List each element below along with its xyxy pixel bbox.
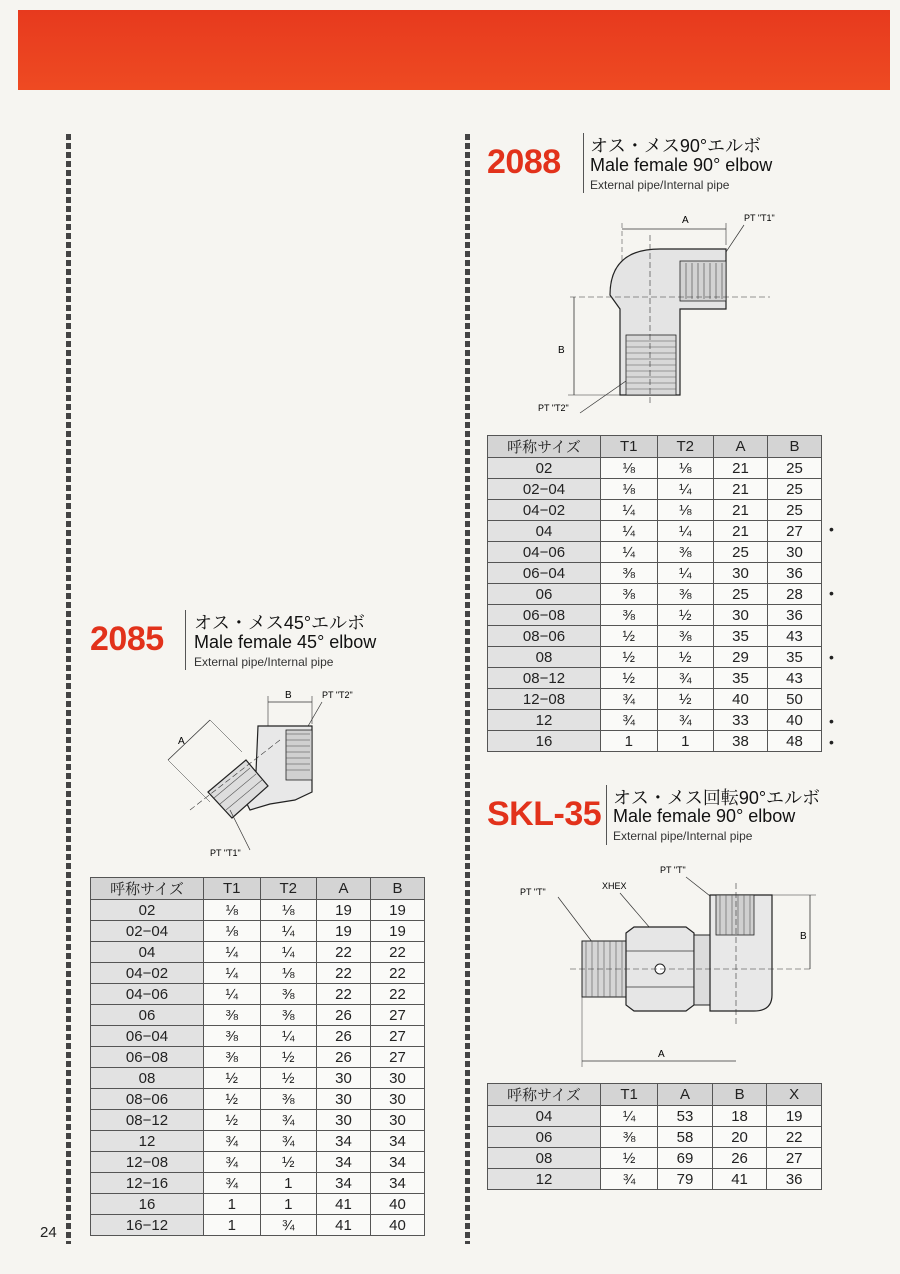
dim-label-b: B xyxy=(285,690,292,701)
t1-cell: ½ xyxy=(204,1110,261,1131)
t1-cell: 1 xyxy=(204,1215,261,1236)
b-cell: 48 xyxy=(767,731,821,752)
t2-cell: ⅜ xyxy=(260,984,317,1005)
col-header: 呼称サイズ xyxy=(91,878,204,900)
b-cell: 34 xyxy=(370,1173,424,1194)
size-cell: 08 xyxy=(91,1068,204,1089)
table-row xyxy=(91,1131,425,1152)
size-cell: 02 xyxy=(91,900,204,921)
b-cell: 50 xyxy=(767,689,821,710)
a-cell: 38 xyxy=(714,731,768,752)
b-cell: 25 xyxy=(767,500,821,521)
table-row xyxy=(488,500,822,521)
b-cell: 19 xyxy=(370,900,424,921)
b-cell: 27 xyxy=(767,521,821,542)
b-cell: 30 xyxy=(370,1089,424,1110)
column-divider-right xyxy=(465,134,470,1244)
size-cell: 08 xyxy=(488,647,601,668)
t1-cell: ⅜ xyxy=(601,584,658,605)
a-cell: 29 xyxy=(714,647,768,668)
b-cell: 35 xyxy=(767,647,821,668)
col-header: 呼称サイズ xyxy=(488,1084,601,1106)
t1-cell: ¾ xyxy=(204,1152,261,1173)
title-divider xyxy=(606,785,607,845)
size-cell: 04 xyxy=(488,521,601,542)
elbow-90-diagram xyxy=(530,205,830,425)
a-cell: 22 xyxy=(317,984,371,1005)
t1-cell: ⅛ xyxy=(204,921,261,942)
b-cell: 22 xyxy=(370,963,424,984)
col-header: T2 xyxy=(657,436,714,458)
column-divider-left xyxy=(66,134,71,1244)
t2-cell: ⅛ xyxy=(657,458,714,479)
row-mark: • xyxy=(829,520,834,537)
table-row xyxy=(488,563,822,584)
dim-label-b: B xyxy=(558,345,565,356)
b-cell: 25 xyxy=(767,458,821,479)
t1-cell: ⅛ xyxy=(601,458,658,479)
table-row xyxy=(488,626,822,647)
col-header: X xyxy=(767,1084,822,1106)
t2-cell: 1 xyxy=(657,731,714,752)
dim-label-a: A xyxy=(682,215,689,226)
b-cell: 40 xyxy=(370,1215,424,1236)
t1-cell: ⅜ xyxy=(204,1005,261,1026)
t2-cell: ½ xyxy=(260,1047,317,1068)
b-cell: 28 xyxy=(767,584,821,605)
t1-cell: ¼ xyxy=(601,521,658,542)
a-cell: 53 xyxy=(658,1106,713,1127)
b-cell: 36 xyxy=(767,563,821,584)
t1-cell: ¼ xyxy=(204,963,261,984)
title-divider xyxy=(583,133,584,193)
size-cell: 04−02 xyxy=(91,963,204,984)
t2-cell: ⅜ xyxy=(657,626,714,647)
size-cell: 16−12 xyxy=(91,1215,204,1236)
col-header: A xyxy=(658,1084,713,1106)
size-cell: 16 xyxy=(91,1194,204,1215)
t1-cell: ¾ xyxy=(601,710,658,731)
title-divider xyxy=(185,610,186,670)
size-cell: 04 xyxy=(91,942,204,963)
table-row xyxy=(488,1127,822,1148)
t2-cell: ¾ xyxy=(260,1215,317,1236)
t2-cell: ½ xyxy=(657,689,714,710)
b-cell: 30 xyxy=(370,1110,424,1131)
col-header: T1 xyxy=(204,878,261,900)
t1-cell: ⅜ xyxy=(601,563,658,584)
t2-cell: ¾ xyxy=(260,1131,317,1152)
row-mark: • xyxy=(829,648,834,665)
t2-cell: ⅜ xyxy=(657,542,714,563)
col-header: T2 xyxy=(260,878,317,900)
x-cell: 19 xyxy=(767,1106,822,1127)
table-row xyxy=(91,1005,425,1026)
a-cell: 30 xyxy=(317,1089,371,1110)
table-row xyxy=(91,1215,425,1236)
x-cell: 36 xyxy=(767,1169,822,1190)
size-cell: 12 xyxy=(488,1169,601,1190)
t2-cell: ¼ xyxy=(260,921,317,942)
size-cell: 02−04 xyxy=(91,921,204,942)
t1-cell: ¼ xyxy=(601,1106,658,1127)
col-header: T1 xyxy=(601,436,658,458)
table-row xyxy=(91,1026,425,1047)
b-cell: 30 xyxy=(767,542,821,563)
x-cell: 22 xyxy=(767,1127,822,1148)
size-cell: 04−06 xyxy=(91,984,204,1005)
t1-cell: ¾ xyxy=(601,689,658,710)
b-cell: 22 xyxy=(370,984,424,1005)
t2-cell: ¾ xyxy=(657,668,714,689)
table-row xyxy=(488,647,822,668)
size-cell: 06−08 xyxy=(488,605,601,626)
col-header: B xyxy=(370,878,424,900)
size-cell: 08−06 xyxy=(488,626,601,647)
a-cell: 30 xyxy=(714,605,768,626)
table-row xyxy=(488,458,822,479)
a-cell: 41 xyxy=(317,1194,371,1215)
b-cell: 19 xyxy=(370,921,424,942)
t2-cell: ¾ xyxy=(260,1110,317,1131)
a-cell: 22 xyxy=(317,963,371,984)
row-mark: • xyxy=(829,733,834,750)
size-cell: 02 xyxy=(488,458,601,479)
b-cell: 20 xyxy=(712,1127,767,1148)
a-cell: 21 xyxy=(714,458,768,479)
a-cell: 58 xyxy=(658,1127,713,1148)
table-row xyxy=(488,605,822,626)
size-cell: 12−08 xyxy=(488,689,601,710)
table-row xyxy=(488,1148,822,1169)
table-row xyxy=(91,900,425,921)
size-cell: 06 xyxy=(488,584,601,605)
col-header: A xyxy=(714,436,768,458)
b-cell: 36 xyxy=(767,605,821,626)
table-row xyxy=(488,479,822,500)
dim-label-b: B xyxy=(800,931,807,942)
a-cell: 25 xyxy=(714,542,768,563)
a-cell: 35 xyxy=(714,668,768,689)
product-subtitle: External pipe/Internal pipe xyxy=(613,829,753,843)
pt-label-top: PT "T1" xyxy=(744,213,775,223)
col-header: A xyxy=(317,878,371,900)
a-cell: 26 xyxy=(317,1026,371,1047)
pt-label-bottom: PT "T1" xyxy=(210,848,241,858)
pt-label-top: PT "T2" xyxy=(322,690,353,700)
table-row xyxy=(91,1173,425,1194)
t1-cell: ¼ xyxy=(204,942,261,963)
t2-cell: ½ xyxy=(260,1068,317,1089)
pt-label-top: PT "T" xyxy=(660,865,686,875)
dim-label-a: A xyxy=(178,736,185,747)
table-row xyxy=(488,542,822,563)
b-cell: 34 xyxy=(370,1152,424,1173)
table-row xyxy=(91,1068,425,1089)
t2-cell: ⅛ xyxy=(260,900,317,921)
product-subtitle: External pipe/Internal pipe xyxy=(590,178,730,192)
b-cell: 27 xyxy=(370,1005,424,1026)
spec-table-skl-35 xyxy=(487,1083,822,1190)
table-row xyxy=(488,521,822,542)
table-row xyxy=(91,1152,425,1173)
b-cell: 30 xyxy=(370,1068,424,1089)
table-row xyxy=(91,1047,425,1068)
b-cell: 43 xyxy=(767,626,821,647)
t2-cell: ¼ xyxy=(657,521,714,542)
size-cell: 02−04 xyxy=(488,479,601,500)
t2-cell: ¼ xyxy=(657,563,714,584)
size-cell: 16 xyxy=(488,731,601,752)
table-row xyxy=(91,942,425,963)
size-cell: 04−06 xyxy=(488,542,601,563)
a-cell: 34 xyxy=(317,1173,371,1194)
t1-cell: ½ xyxy=(204,1068,261,1089)
table-row xyxy=(488,584,822,605)
a-cell: 22 xyxy=(317,942,371,963)
t1-cell: ¾ xyxy=(601,1169,658,1190)
size-cell: 12 xyxy=(91,1131,204,1152)
page-number: 24 xyxy=(40,1224,57,1241)
size-cell: 12 xyxy=(488,710,601,731)
a-cell: 30 xyxy=(317,1110,371,1131)
t1-cell: ½ xyxy=(601,626,658,647)
table-row xyxy=(488,1169,822,1190)
a-cell: 21 xyxy=(714,500,768,521)
t2-cell: ¾ xyxy=(657,710,714,731)
product-code: SKL-35 xyxy=(487,795,602,833)
b-cell: 40 xyxy=(370,1194,424,1215)
product-name-en: Male female 90° elbow xyxy=(590,155,773,175)
product-subtitle: External pipe/Internal pipe xyxy=(194,655,334,669)
b-cell: 22 xyxy=(370,942,424,963)
b-cell: 41 xyxy=(712,1169,767,1190)
t2-cell: ⅜ xyxy=(657,584,714,605)
size-cell: 12−16 xyxy=(91,1173,204,1194)
t1-cell: ¾ xyxy=(204,1173,261,1194)
hex-label: XHEX xyxy=(602,881,627,891)
pt-label-bottom: PT "T2" xyxy=(538,403,569,413)
product-name-jp: オス・メス45°エルボ xyxy=(194,613,366,633)
a-cell: 35 xyxy=(714,626,768,647)
t1-cell: ¼ xyxy=(601,500,658,521)
t1-cell: ⅜ xyxy=(204,1047,261,1068)
size-cell: 04 xyxy=(488,1106,601,1127)
a-cell: 33 xyxy=(714,710,768,731)
t2-cell: ½ xyxy=(657,605,714,626)
table-row xyxy=(91,984,425,1005)
t1-cell: ½ xyxy=(204,1089,261,1110)
size-cell: 08−12 xyxy=(488,668,601,689)
t2-cell: ½ xyxy=(657,647,714,668)
size-cell: 08−12 xyxy=(91,1110,204,1131)
row-mark: • xyxy=(829,712,834,729)
table-row xyxy=(488,1106,822,1127)
t1-cell: ½ xyxy=(601,668,658,689)
size-cell: 06−04 xyxy=(488,563,601,584)
b-cell: 26 xyxy=(712,1148,767,1169)
a-cell: 79 xyxy=(658,1169,713,1190)
b-cell: 27 xyxy=(370,1026,424,1047)
a-cell: 41 xyxy=(317,1215,371,1236)
t1-cell: ⅜ xyxy=(204,1026,261,1047)
pt-label-left: PT "T" xyxy=(520,887,546,897)
t2-cell: ⅜ xyxy=(260,1089,317,1110)
t1-cell: ¾ xyxy=(204,1131,261,1152)
size-cell: 12−08 xyxy=(91,1152,204,1173)
t1-cell: ½ xyxy=(601,647,658,668)
t1-cell: 1 xyxy=(601,731,658,752)
t1-cell: ¼ xyxy=(204,984,261,1005)
table-row xyxy=(488,689,822,710)
size-cell: 06 xyxy=(488,1127,601,1148)
b-cell: 34 xyxy=(370,1131,424,1152)
a-cell: 40 xyxy=(714,689,768,710)
size-cell: 06 xyxy=(91,1005,204,1026)
table-row xyxy=(488,668,822,689)
t2-cell: ½ xyxy=(260,1152,317,1173)
t2-cell: ¼ xyxy=(260,942,317,963)
product-name-jp: オス・メス90°エルボ xyxy=(590,136,762,156)
size-cell: 08−06 xyxy=(91,1089,204,1110)
swivel-elbow-diagram xyxy=(510,855,830,1070)
spec-table-2085 xyxy=(90,877,425,1236)
b-cell: 18 xyxy=(712,1106,767,1127)
size-cell: 06−08 xyxy=(91,1047,204,1068)
t1-cell: 1 xyxy=(204,1194,261,1215)
size-cell: 08 xyxy=(488,1148,601,1169)
product-name-jp: オス・メス回転90°エルボ xyxy=(613,788,821,808)
table-row xyxy=(91,1089,425,1110)
t2-cell: ⅛ xyxy=(657,500,714,521)
a-cell: 19 xyxy=(317,900,371,921)
table-row xyxy=(91,963,425,984)
t1-cell: ⅜ xyxy=(601,1127,658,1148)
col-header: B xyxy=(767,436,821,458)
t2-cell: ⅜ xyxy=(260,1005,317,1026)
t1-cell: ¼ xyxy=(601,542,658,563)
a-cell: 26 xyxy=(317,1005,371,1026)
b-cell: 43 xyxy=(767,668,821,689)
a-cell: 26 xyxy=(317,1047,371,1068)
col-header: B xyxy=(712,1084,767,1106)
header-band xyxy=(18,10,890,90)
table-row xyxy=(91,1194,425,1215)
elbow-45-diagram xyxy=(150,680,390,870)
dim-label-a: A xyxy=(658,1049,665,1060)
b-cell: 27 xyxy=(370,1047,424,1068)
a-cell: 19 xyxy=(317,921,371,942)
t1-cell: ⅛ xyxy=(204,900,261,921)
t2-cell: 1 xyxy=(260,1194,317,1215)
col-header: T1 xyxy=(601,1084,658,1106)
size-cell: 04−02 xyxy=(488,500,601,521)
table-row xyxy=(91,921,425,942)
size-cell: 06−04 xyxy=(91,1026,204,1047)
t2-cell: ⅛ xyxy=(260,963,317,984)
t2-cell: 1 xyxy=(260,1173,317,1194)
row-mark: • xyxy=(829,584,834,601)
t1-cell: ½ xyxy=(601,1148,658,1169)
x-cell: 27 xyxy=(767,1148,822,1169)
t1-cell: ⅛ xyxy=(601,479,658,500)
a-cell: 69 xyxy=(658,1148,713,1169)
col-header: 呼称サイズ xyxy=(488,436,601,458)
spec-table-2088 xyxy=(487,435,822,752)
a-cell: 25 xyxy=(714,584,768,605)
table-row xyxy=(91,1110,425,1131)
b-cell: 40 xyxy=(767,710,821,731)
a-cell: 21 xyxy=(714,521,768,542)
t2-cell: ¼ xyxy=(657,479,714,500)
t2-cell: ¼ xyxy=(260,1026,317,1047)
b-cell: 25 xyxy=(767,479,821,500)
product-name-en: Male female 90° elbow xyxy=(613,806,796,826)
a-cell: 30 xyxy=(714,563,768,584)
t1-cell: ⅜ xyxy=(601,605,658,626)
a-cell: 34 xyxy=(317,1152,371,1173)
product-code: 2088 xyxy=(487,143,561,181)
a-cell: 30 xyxy=(317,1068,371,1089)
table-row xyxy=(488,710,822,731)
product-name-en: Male female 45° elbow xyxy=(194,632,377,652)
table-row xyxy=(488,731,822,752)
product-code: 2085 xyxy=(90,620,164,658)
a-cell: 34 xyxy=(317,1131,371,1152)
a-cell: 21 xyxy=(714,479,768,500)
